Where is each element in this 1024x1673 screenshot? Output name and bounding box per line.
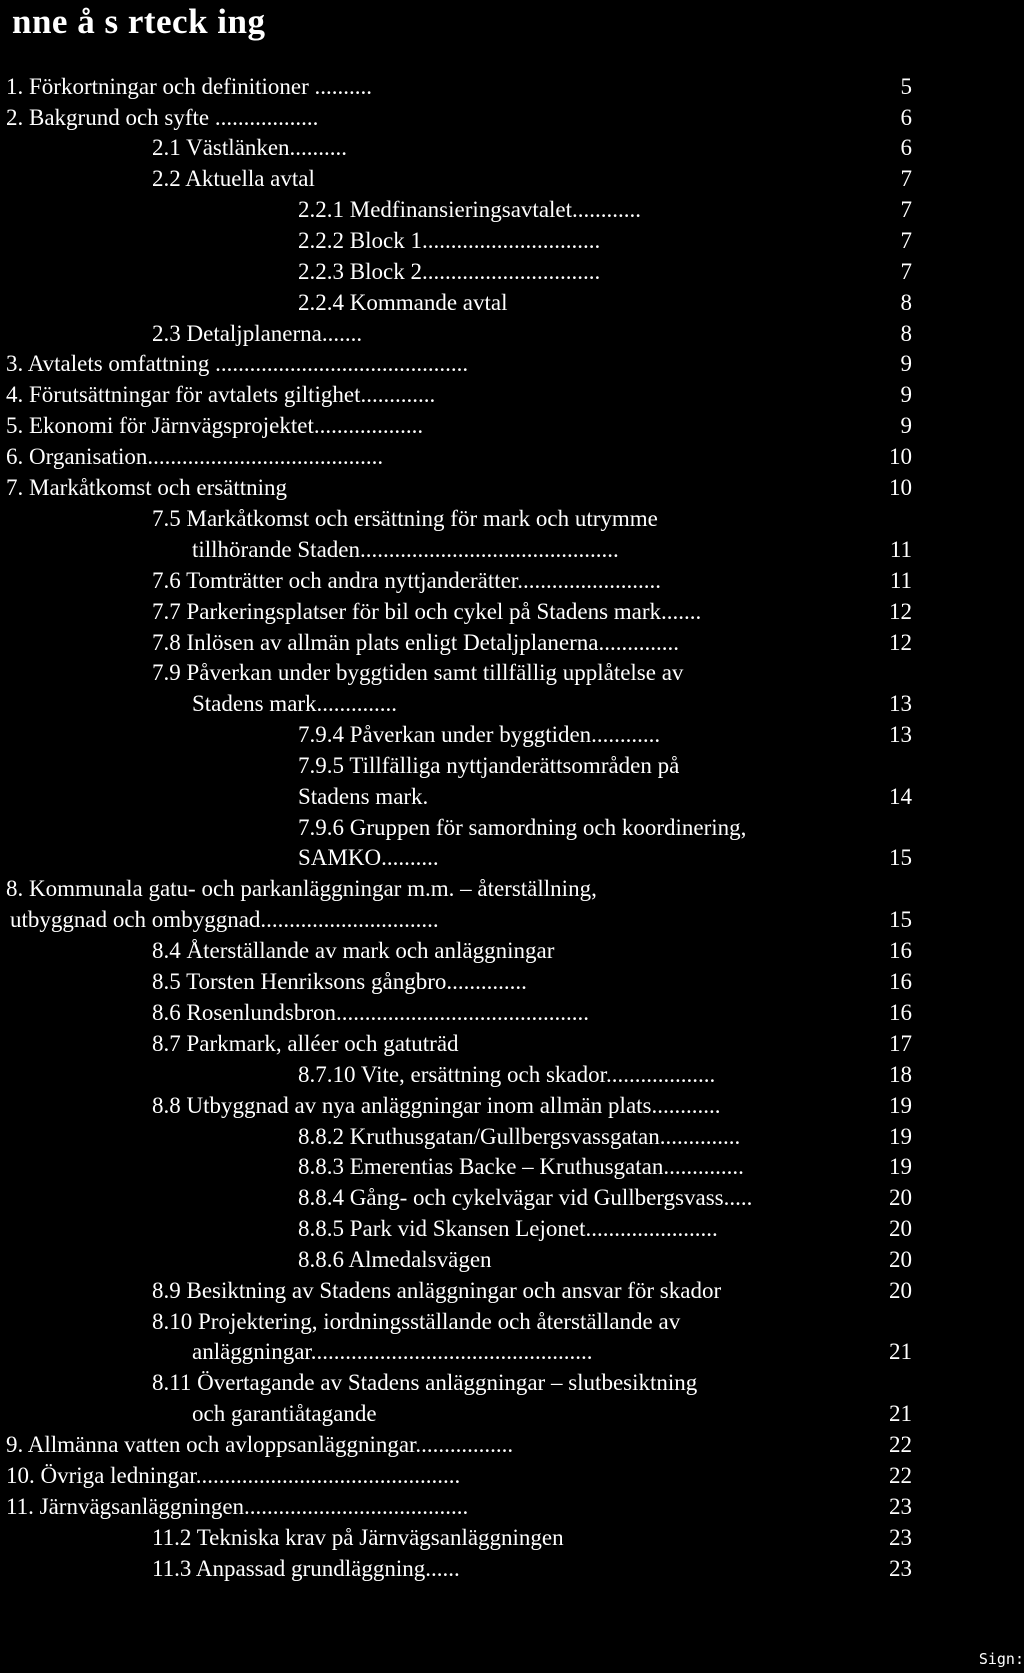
toc-entry-page-number: 16 — [889, 1000, 912, 1025]
toc-entry — [0, 781, 1024, 812]
toc-entry — [0, 1429, 1024, 1460]
toc-entry-title: 2.3 Detaljplanerna....... — [152, 321, 363, 346]
toc-entry — [0, 1491, 1024, 1522]
toc-entry-page-number: 22 — [889, 1463, 912, 1488]
toc-entry-title: 8.10 Projektering, iordningsställande och återställande av — [152, 1309, 681, 1334]
toc-entry — [0, 1121, 1024, 1152]
toc-entry — [0, 1336, 1024, 1367]
toc-entry — [0, 1213, 1024, 1244]
toc-entry-page-number: 10 — [889, 475, 912, 500]
toc-entry-page-number: 9 — [900, 413, 912, 438]
toc-entry-page-number: 22 — [889, 1432, 912, 1457]
toc-entry-page-number: 16 — [889, 938, 912, 963]
toc-entry — [0, 318, 1024, 349]
toc-entry — [0, 812, 1024, 843]
toc-entry-page-number: 7 — [900, 228, 912, 253]
toc-entry-page-number: 10 — [889, 444, 912, 469]
toc-entry-title: 2.2.3 Block 2............................... — [298, 259, 601, 284]
toc-entry — [0, 194, 1024, 225]
toc-entry-page-number: 15 — [889, 907, 912, 932]
toc-entry — [0, 102, 1024, 133]
toc-entry — [0, 657, 1024, 688]
toc-entry-page-number: 8 — [900, 321, 912, 346]
toc-entry-title: 9. Allmänna vatten och avloppsanläggningar................. — [6, 1432, 514, 1457]
toc-entry-title: 8.8.3 Emerentias Backe – Kruthusgatan.............. — [298, 1154, 744, 1179]
toc-entry-page-number: 16 — [889, 969, 912, 994]
toc-entry — [0, 596, 1024, 627]
page-title: nne å s rteck ing — [12, 2, 266, 41]
toc-entry — [0, 225, 1024, 256]
toc-entry-page-number: 7 — [900, 259, 912, 284]
toc-entry-title: 8. Kommunala gatu- och parkanläggningar m.m. – återställning, — [6, 876, 597, 901]
toc-entry-page-number: 21 — [889, 1401, 912, 1426]
toc-entry — [0, 1367, 1024, 1398]
toc-entry-title: 2.2 Aktuella avtal — [152, 166, 315, 191]
toc-entry — [0, 1522, 1024, 1553]
toc-entry-title: 5. Ekonomi för Järnvägsprojektet................... — [6, 413, 424, 438]
toc-entry-title: 4. Förutsättningar för avtalets giltighet............. — [6, 382, 436, 407]
toc-entry — [0, 379, 1024, 410]
toc-entry-title: 7.5 Markåtkomst och ersättning för mark och utrymme — [152, 506, 658, 531]
toc-entry-title: Stadens mark.............. — [192, 691, 398, 716]
toc-entry — [0, 1151, 1024, 1182]
toc-entry-title: 11. Järnvägsanläggningen....................................... — [6, 1494, 469, 1519]
toc-entry-page-number: 18 — [889, 1062, 912, 1087]
toc-entry — [0, 503, 1024, 534]
toc-entry-page-number: 19 — [889, 1154, 912, 1179]
toc-entry-page-number: 7 — [900, 166, 912, 191]
toc-entry — [0, 256, 1024, 287]
toc-entry-title: 2. Bakgrund och syfte .................. — [6, 105, 319, 130]
toc-entry-page-number: 14 — [889, 784, 912, 809]
toc-entry — [0, 1244, 1024, 1275]
toc-entry — [0, 410, 1024, 441]
toc-entry — [0, 534, 1024, 565]
toc-entry-page-number: 19 — [889, 1093, 912, 1118]
toc-entry-page-number: 23 — [889, 1556, 912, 1581]
toc-entry-title: 8.7.10 Vite, ersättning och skador................... — [298, 1062, 716, 1087]
toc-entry-page-number: 21 — [889, 1339, 912, 1364]
toc-entry — [0, 348, 1024, 379]
toc-entry-title: 8.6 Rosenlundsbron............................................ — [152, 1000, 589, 1025]
toc-entry — [0, 904, 1024, 935]
toc-entry-title: 8.4 Återställande av mark och anläggningar — [152, 938, 555, 963]
toc-entry-title: 8.7 Parkmark, alléer och gatuträd — [152, 1031, 459, 1056]
toc-entry-title: 6. Organisation......................................... — [6, 444, 384, 469]
toc-entry-page-number: 23 — [889, 1525, 912, 1550]
toc-entry-title: 10. Övriga ledningar.............................................. — [6, 1463, 461, 1488]
toc-entry — [0, 163, 1024, 194]
toc-entry — [0, 1460, 1024, 1491]
toc-entry — [0, 750, 1024, 781]
toc-entry — [0, 1090, 1024, 1121]
toc-entry-page-number: 9 — [900, 382, 912, 407]
toc-entry — [0, 1059, 1024, 1090]
toc-entry-page-number: 6 — [900, 105, 912, 130]
toc-entry — [0, 287, 1024, 318]
toc-entry — [0, 842, 1024, 873]
toc-entry-title: 2.1 Västlänken.......... — [152, 135, 348, 160]
toc-entry — [0, 719, 1024, 750]
toc-entry-page-number: 20 — [889, 1278, 912, 1303]
toc-entry — [0, 132, 1024, 163]
toc-entry-title: 8.8.5 Park vid Skansen Lejonet....................... — [298, 1216, 718, 1241]
toc-entry — [0, 1182, 1024, 1213]
toc-entry — [0, 71, 1024, 102]
toc-entry-page-number: 11 — [889, 568, 912, 593]
toc-entry — [0, 1028, 1024, 1059]
toc-entry-title: 11.3 Anpassad grundläggning...... — [152, 1556, 460, 1581]
toc-entry-title: 2.2.1 Medfinansieringsavtalet............ — [298, 197, 642, 222]
toc-entry — [0, 935, 1024, 966]
toc-entry — [0, 1553, 1024, 1584]
toc-entry-page-number: 13 — [889, 722, 912, 747]
toc-entry-title: 2.2.2 Block 1............................... — [298, 228, 601, 253]
toc-entry — [0, 997, 1024, 1028]
toc-entry-page-number: 12 — [889, 630, 912, 655]
toc-entry-title: anläggningar................................................. — [192, 1339, 593, 1364]
toc-entry-page-number: 17 — [889, 1031, 912, 1056]
toc-entry-page-number: 19 — [889, 1124, 912, 1149]
toc-entry — [0, 627, 1024, 658]
toc-entry-page-number: 23 — [889, 1494, 912, 1519]
toc-entry-title: 7.9.6 Gruppen för samordning och koordinering, — [298, 815, 747, 840]
toc-entry-title: 7.9.4 Påverkan under byggtiden............ — [298, 722, 661, 747]
toc-entry-page-number: 9 — [900, 351, 912, 376]
toc-entry — [0, 966, 1024, 997]
toc-entry-title: 8.9 Besiktning av Stadens anläggningar och ansvar för skador — [152, 1278, 722, 1303]
toc-entry-title: 8.8.6 Almedalsvägen — [298, 1247, 492, 1272]
toc-entry-page-number: 5 — [900, 74, 912, 99]
sign-label: Sign: — [978, 1650, 1024, 1668]
toc-entry-title: 8.8 Utbyggnad av nya anläggningar inom allmän plats............ — [152, 1093, 721, 1118]
toc-entry-title: 7.7 Parkeringsplatser för bil och cykel på Stadens mark....... — [152, 599, 702, 624]
toc-entry — [0, 472, 1024, 503]
toc-entry — [0, 1398, 1024, 1429]
toc-entry-title: utbyggnad och ombyggnad............................... — [10, 907, 439, 932]
toc-entry-page-number: 20 — [889, 1247, 912, 1272]
toc-entry-page-number: 11 — [889, 537, 912, 562]
toc-entry — [0, 1275, 1024, 1306]
toc-entry — [0, 688, 1024, 719]
toc-entry-title: tillhörande Staden............................................. — [192, 537, 619, 562]
toc-entry — [0, 873, 1024, 904]
toc-entry-page-number: 20 — [889, 1185, 912, 1210]
toc-entry — [0, 1306, 1024, 1337]
toc-entry-title: 7.9 Påverkan under byggtiden samt tillfällig upplåtelse av — [152, 660, 684, 685]
toc-entry-title: 8.8.4 Gång- och cykelvägar vid Gullbergsvass..... — [298, 1185, 753, 1210]
toc-entry — [0, 565, 1024, 596]
toc-entry-page-number: 15 — [889, 845, 912, 870]
toc-entry — [0, 441, 1024, 472]
toc-entry-page-number: 20 — [889, 1216, 912, 1241]
toc-entry-title: och garantiåtagande — [192, 1401, 377, 1426]
toc-entry-title: 8.5 Torsten Henriksons gångbro.............. — [152, 969, 527, 994]
toc-entry-page-number: 8 — [900, 290, 912, 315]
toc-entry-title: 8.11 Övertagande av Stadens anläggningar – slutbesiktning — [152, 1370, 698, 1395]
toc-entry-title: Stadens mark. — [298, 784, 429, 809]
toc-entry-title: 3. Avtalets omfattning ............................................ — [6, 351, 469, 376]
toc-entry-title: 7. Markåtkomst och ersättning — [6, 475, 288, 500]
toc-entry-title: 1. Förkortningar och definitioner .......... — [6, 74, 373, 99]
toc-entry-page-number: 7 — [900, 197, 912, 222]
toc-entry-title: 7.6 Tomträtter och andra nyttjanderätter......................... — [152, 568, 661, 593]
toc-entry-title: SAMKO.......... — [298, 845, 439, 870]
toc-entry-page-number: 12 — [889, 599, 912, 624]
toc-entry-title: 7.8 Inlösen av allmän plats enligt Detaljplanerna.............. — [152, 630, 679, 655]
toc-entry-title: 7.9.5 Tillfälliga nyttjanderättsområden på — [298, 753, 680, 778]
toc-entry-page-number: 13 — [889, 691, 912, 716]
toc-entry-title: 8.8.2 Kruthusgatan/Gullbergsvassgatan.............. — [298, 1124, 741, 1149]
toc-entry-page-number: 6 — [900, 135, 912, 160]
toc-entry-title: 11.2 Tekniska krav på Järnvägsanläggningen — [152, 1525, 564, 1550]
toc-entry-title: 2.2.4 Kommande avtal — [298, 290, 508, 315]
